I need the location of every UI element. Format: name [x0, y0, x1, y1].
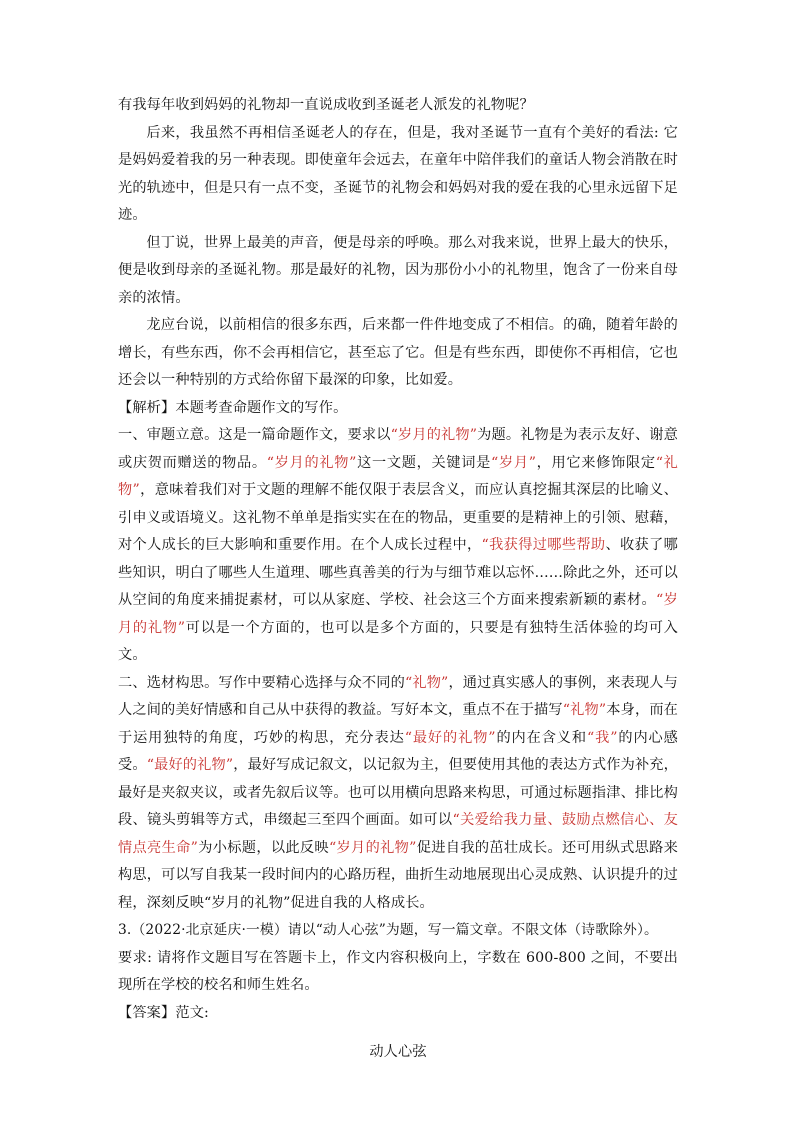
- document-body: [118, 92, 678, 1067]
- text-segment: 的内心感受。: [118, 729, 678, 773]
- highlight-quote: “岁月的礼物”: [266, 454, 357, 471]
- analysis-section-1: [118, 422, 678, 670]
- text-segment: ，最好写成记叙文，以记叙为主，但要使用其他的表达方式作为补充，最好是夹叙夹议，或者先叙后议等。也可以用横向思路来构思，可通过标题指津、排比构段、镜头剪辑等方式，串缀起三至四个画面。如可以: [118, 757, 678, 828]
- analysis-section-2: [118, 670, 678, 918]
- highlight-quote: “礼物”: [404, 674, 449, 691]
- highlight-quote: “岁月的礼物”: [118, 592, 678, 636]
- text-segment: ，通过真实感人的事例，来表现人与人之间的美好情感和自己从中获得的教益。写好本文，重点不在于描写: [118, 674, 678, 718]
- text-segment: ，意味着我们对于文题的理解不能仅限于表层含义，而应认真挖掘其深层的比喻义、引申义或语境义。这礼物不单单是指实实在在的物品，更重要的是精神上的引领、慰藉，对个人成长的巨大影响和重要作用。在个人成长过程中，: [118, 482, 678, 553]
- text-segment: 一、审题立意。这是一篇命题作文，要求以: [118, 427, 391, 443]
- text-segment: 这一文题，关键词是: [356, 454, 492, 471]
- highlight-quote: “关爱给我力量、鼓励点燃信心、友情点亮生命”: [118, 812, 679, 856]
- paragraph-later: 后来，我虽然不再相信圣诞老人的存在，但是，我对圣诞节一直有个美好的看法: 它是妈妈爱着我的另一种表现。即使童年会远去，在童年中陪伴我们的童话人物会消散在时光的轨迹中，但是只有一点不变，圣诞节的礼物会和妈妈对我的爱在我的心里永远留下足迹。: [118, 124, 678, 223]
- text-segment: 二、选材构思。写作中要精心选择与众不同的: [118, 674, 405, 691]
- highlight-quote: “最好的礼物”: [404, 729, 496, 746]
- essay-title: 动人心弦: [369, 1044, 427, 1060]
- highlight-quote: “岁月的礼物”: [390, 427, 478, 443]
- highlight-quote: “我”: [586, 729, 618, 746]
- highlight-quote: “礼物”: [118, 454, 678, 498]
- highlight-quote: “最好的礼物”: [146, 757, 234, 773]
- question-requirements: 要求: 请将作文题目写在答题卡上，作文内容积极向上，字数在 600-800 之间，不要出现所在学校的校名和师生姓名。: [118, 949, 678, 993]
- paragraph-longyingtai: 龙应台说，以前相信的很多东西，后来都一件件地变成了不相信。的确，随着年龄的增长，有些东西，你不会再相信它，甚至忘了它。但是有些东西，即使你不再相信，它也还会以一种特别的方式给你留下最深的印象，比如爱。: [118, 317, 678, 388]
- text-segment: 、收获了哪些知识，明白了哪些人生道理、哪些真善美的行为与细节难以忘怀……除此之外，还可以从空间的角度来捕捉素材，可以从家庭、学校、社会这三个方面来搜索新颖的素材。: [118, 537, 678, 608]
- paragraph-dante: 但丁说，世界上最美的声音，便是母亲的呼唤。那么对我来说，世界上最大的快乐，便是收到母亲的圣诞礼物。那是最好的礼物，因为那份小小的礼物里，饱含了一份来自母亲的浓情。: [118, 234, 678, 306]
- question-3: 3.（2022·北京延庆·一模）请以“动人心弦”为题，写一篇文章。不限文体（诗歌除外）。: [118, 922, 658, 938]
- highlight-quote: “礼物”: [562, 702, 607, 718]
- highlight-quote: “我获得过哪些帮助: [481, 537, 606, 553]
- analysis-heading: 【解析】本题考查命题作文的写作。: [118, 399, 348, 416]
- paragraph-continuation: 有我每年收到妈妈的礼物却一直说成收到圣诞老人派发的礼物呢？: [118, 97, 534, 113]
- highlight-quote: “岁月”: [491, 454, 537, 471]
- answer-heading: 【答案】范文:: [118, 1004, 209, 1021]
- text-segment: ，用它来修饰限定: [536, 454, 656, 471]
- text-segment: 为题。礼物是为表示友好、谢意或庆贺而赠送的物品。: [118, 427, 678, 471]
- text-segment: 促进自我的茁壮成长。还可用纵式思路来构思，可以写自我某一段时间内的心路历程，曲折生动地展现出心灵成熟、认识提升的过程，深刻反映“岁月的礼物”促进自我的人格成长。: [118, 839, 678, 911]
- text-segment: 可以是一个方面的，也可以是多个方面的，只要是有独特生活体验的均可入文。: [118, 619, 679, 663]
- text-segment: 为小标题，以此反映: [198, 839, 329, 856]
- highlight-quote: “岁月的礼物”: [328, 839, 417, 856]
- text-segment: 的内在含义和: [495, 729, 587, 746]
- text-segment: 本身，而在于运用独特的角度，巧妙的构思，充分表达: [118, 702, 678, 746]
